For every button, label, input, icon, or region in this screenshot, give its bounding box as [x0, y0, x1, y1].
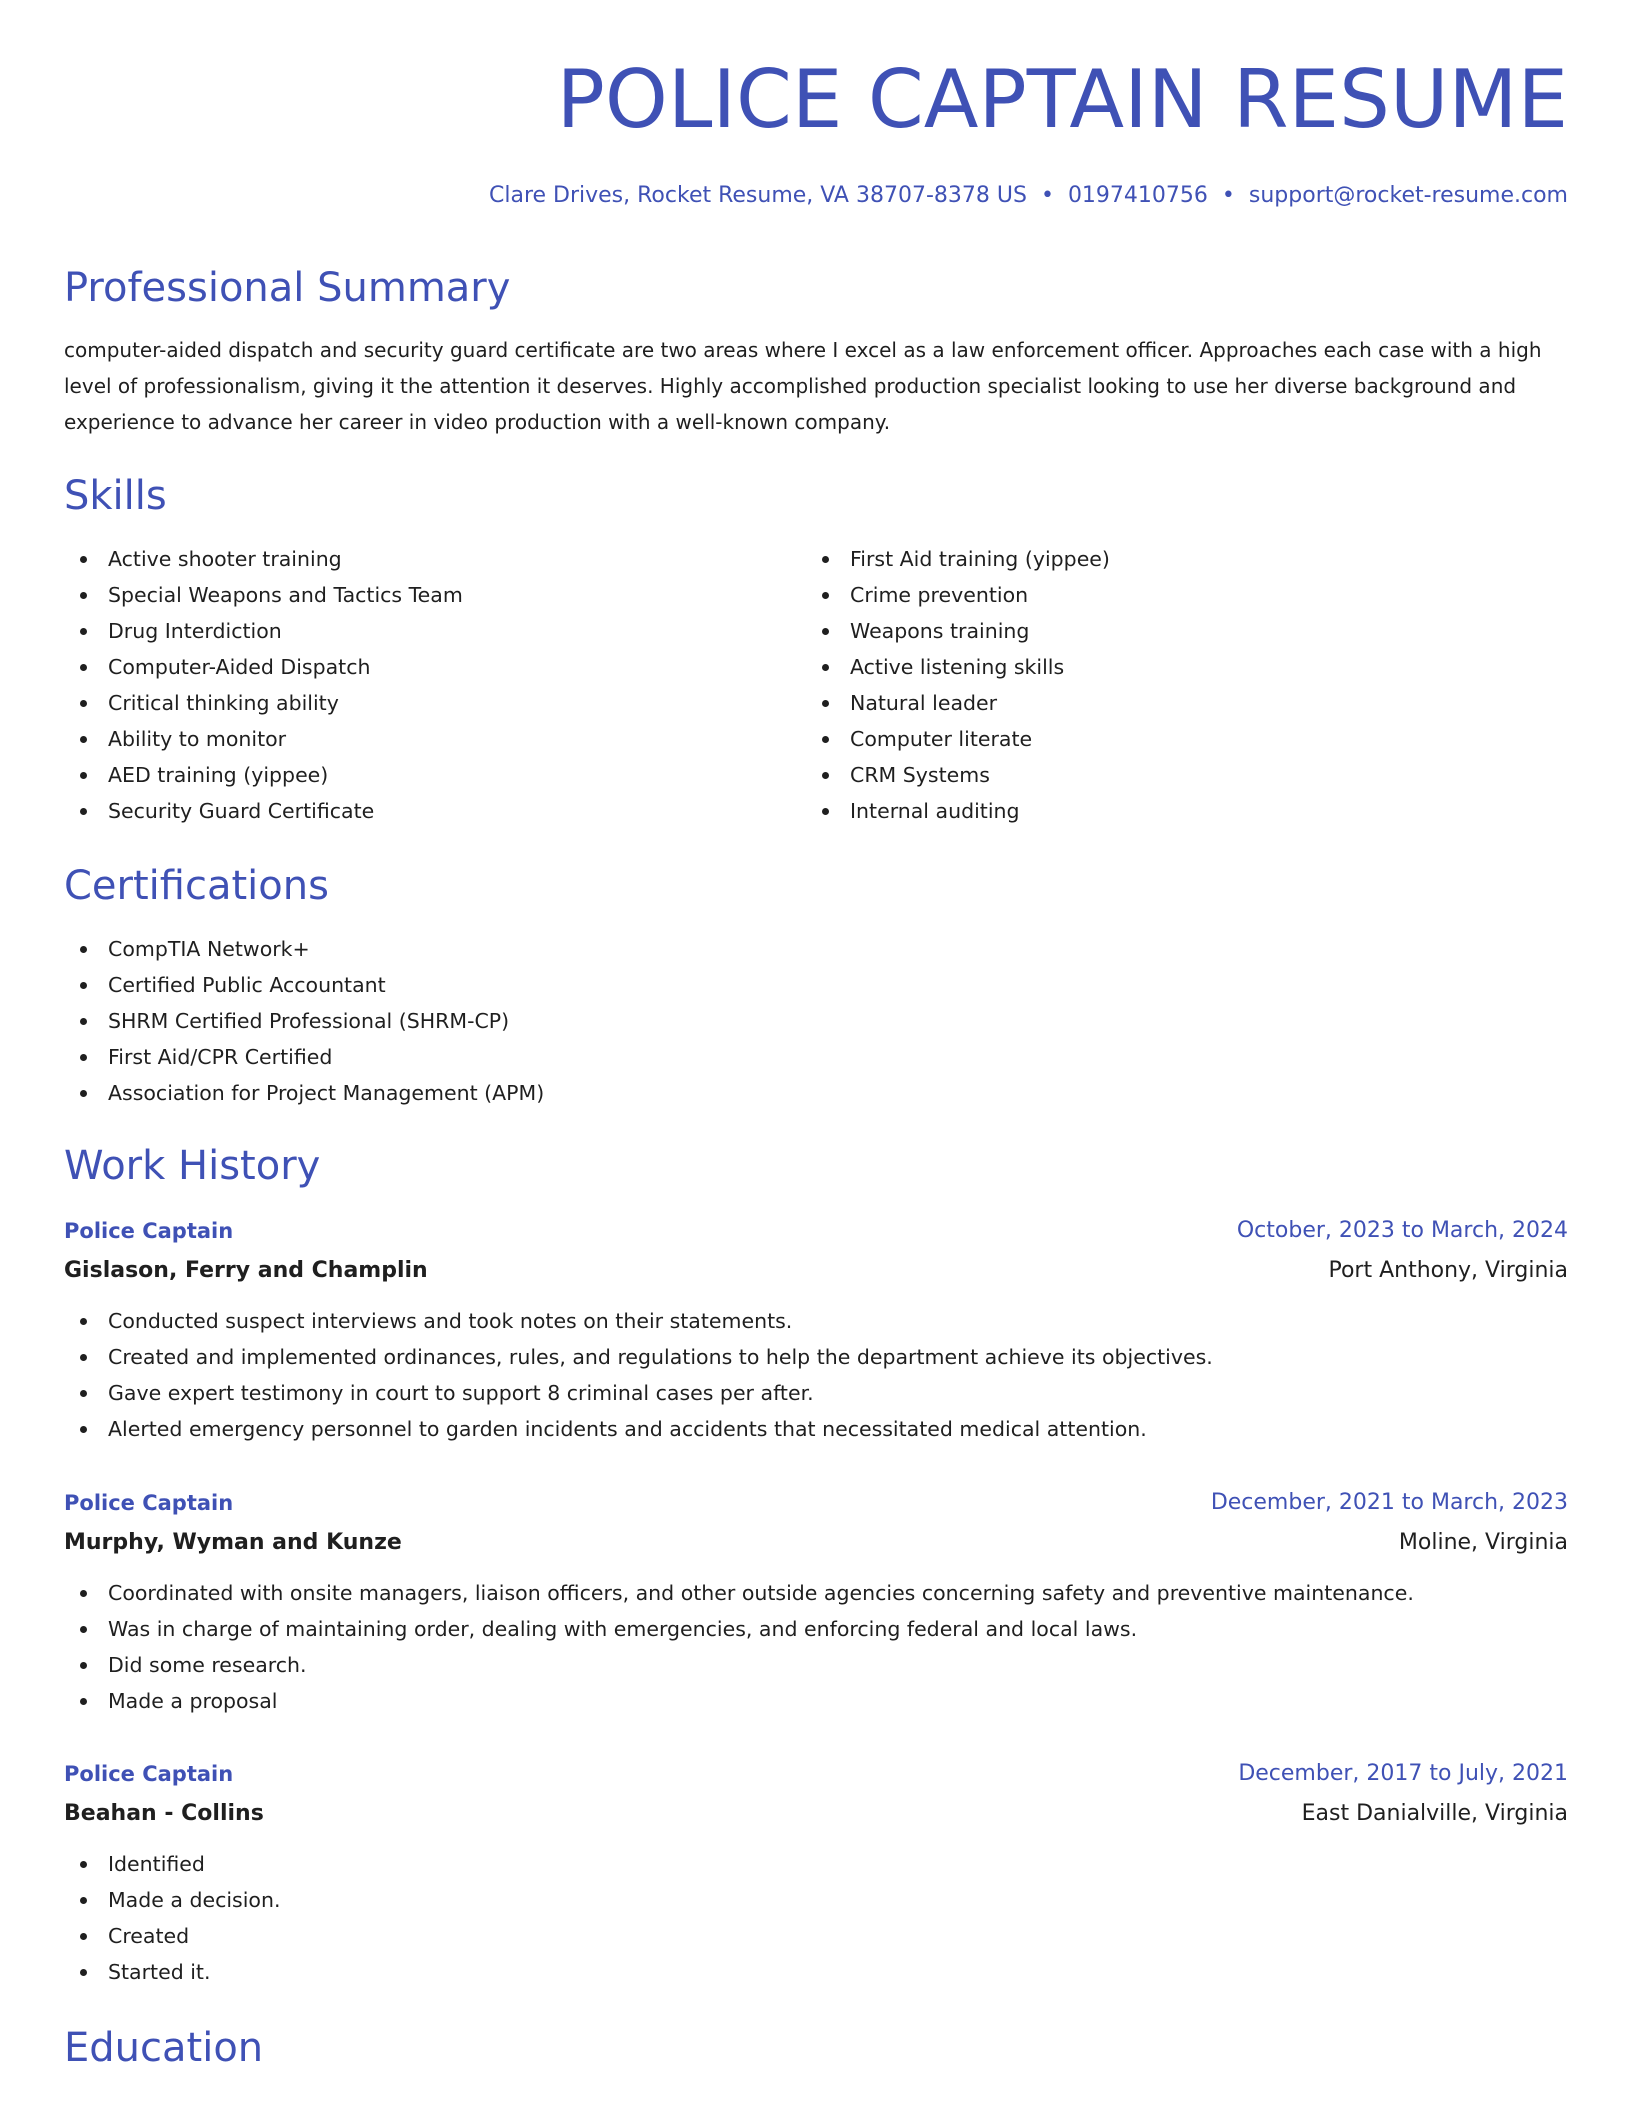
- contact-line: [489, 180, 1568, 212]
- job-location: Port Anthony, Virginia: [1328, 1258, 1568, 1283]
- list-item: Made a decision.: [64, 1882, 1568, 1918]
- education-heading: Education: [64, 2025, 264, 2071]
- list-item: Special Weapons and Tactics Team: [64, 577, 463, 613]
- job-entry: [64, 1754, 1568, 1990]
- list-item: Internal auditing: [806, 793, 1110, 829]
- list-item: Computer literate: [806, 721, 1110, 757]
- skills-list-left: [64, 541, 463, 829]
- job-company-row: [64, 1794, 1568, 1834]
- certifications-heading: Certifications: [64, 863, 329, 909]
- list-item: SHRM Certified Professional (SHRM-CP): [64, 1003, 544, 1039]
- list-item: Started it.: [64, 1954, 1568, 1990]
- job-entry: [64, 1483, 1568, 1719]
- job-company: Beahan - Collins: [64, 1801, 264, 1826]
- list-item: Alerted emergency personnel to garden incidents and accidents that necessitated medical attention.: [64, 1411, 1568, 1447]
- list-item: Active listening skills: [806, 649, 1110, 685]
- list-item: Was in charge of maintaining order, dealing with emergencies, and enforcing federal and local laws.: [64, 1611, 1568, 1647]
- job-dates: December, 2021 to March, 2023: [1210, 1490, 1568, 1515]
- list-item: Created and implemented ordinances, rules, and regulations to help the department achieve its objectives.: [64, 1339, 1568, 1375]
- job-title: Police Captain: [64, 1762, 234, 1786]
- job-location: Moline, Virginia: [1398, 1530, 1568, 1555]
- list-item: Conducted suspect interviews and took notes on their statements.: [64, 1303, 1568, 1339]
- contact-email: support@rocket-resume.com: [1248, 183, 1568, 208]
- job-dates: December, 2017 to July, 2021: [1238, 1761, 1568, 1786]
- job-bullets: [64, 1846, 1568, 1990]
- job-company-row: [64, 1523, 1568, 1563]
- list-item: Crime prevention: [806, 577, 1110, 613]
- list-item: CompTIA Network+: [64, 931, 544, 967]
- job-location: East Danialville, Virginia: [1301, 1801, 1568, 1826]
- work-history-heading: Work History: [64, 1143, 321, 1189]
- certifications-list: [64, 931, 544, 1111]
- list-item: Drug Interdiction: [64, 613, 463, 649]
- list-item: Created: [64, 1918, 1568, 1954]
- list-item: Did some research.: [64, 1647, 1568, 1683]
- job-header-row: [64, 1754, 1568, 1794]
- list-item: AED training (yippee): [64, 757, 463, 793]
- list-item: Ability to monitor: [64, 721, 463, 757]
- contact-separator: •: [1040, 183, 1054, 208]
- contact-address: Clare Drives, Rocket Resume, VA 38707-8378 US: [488, 183, 1027, 208]
- contact-separator: •: [1221, 183, 1235, 208]
- list-item: CRM Systems: [806, 757, 1110, 793]
- job-title: Police Captain: [64, 1219, 234, 1243]
- list-item: Active shooter training: [64, 541, 463, 577]
- list-item: Made a proposal: [64, 1683, 1568, 1719]
- list-item: Certified Public Accountant: [64, 967, 544, 1003]
- summary-heading: Professional Summary: [64, 265, 511, 311]
- summary-text: computer-aided dispatch and security guard certificate are two areas where I excel as a law enforcement officer. Approaches each case with a high level of professionalism, giving it the attention it deserves. Highly accomplished production specialist looking to use her diverse background and experience to advance her career in video production with a well-known company.: [64, 338, 1542, 434]
- list-item: Critical thinking ability: [64, 685, 463, 721]
- job-header-row: [64, 1211, 1568, 1251]
- list-item: Weapons training: [806, 613, 1110, 649]
- list-item: Computer-Aided Dispatch: [64, 649, 463, 685]
- list-item: First Aid/CPR Certified: [64, 1039, 544, 1075]
- skills-heading: Skills: [64, 473, 167, 519]
- list-item: Security Guard Certificate: [64, 793, 463, 829]
- job-bullets: [64, 1575, 1568, 1719]
- job-bullets: [64, 1303, 1568, 1447]
- job-company-row: [64, 1251, 1568, 1291]
- resume-title: POLICE CAPTAIN RESUME: [556, 53, 1568, 146]
- list-item: First Aid training (yippee): [806, 541, 1110, 577]
- list-item: Natural leader: [806, 685, 1110, 721]
- job-header-row: [64, 1483, 1568, 1523]
- list-item: Association for Project Management (APM): [64, 1075, 544, 1111]
- job-company: Murphy, Wyman and Kunze: [64, 1530, 402, 1555]
- job-dates: October, 2023 to March, 2024: [1236, 1218, 1568, 1243]
- list-item: Identified: [64, 1846, 1568, 1882]
- job-entry: [64, 1211, 1568, 1447]
- list-item: Coordinated with onsite managers, liaison officers, and other outside agencies concerning safety and preventive maintenance.: [64, 1575, 1568, 1611]
- job-title: Police Captain: [64, 1491, 234, 1515]
- job-company: Gislason, Ferry and Champlin: [64, 1258, 428, 1283]
- skills-list-right: [806, 541, 1110, 829]
- contact-phone: 0197410756: [1067, 183, 1208, 208]
- list-item: Gave expert testimony in court to support 8 criminal cases per after.: [64, 1375, 1568, 1411]
